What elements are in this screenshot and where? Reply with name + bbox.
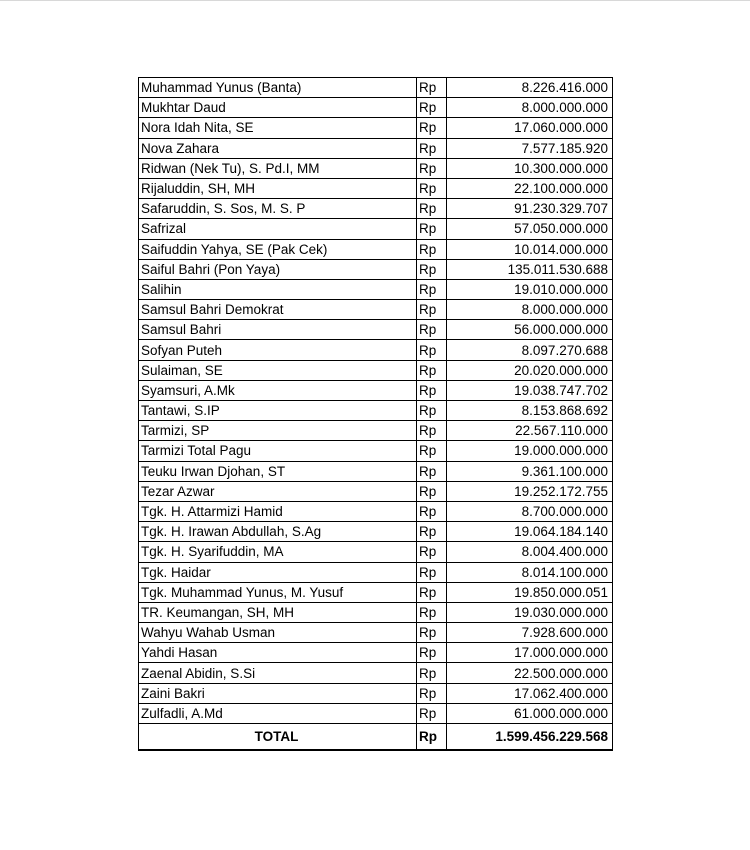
row-name: Zaini Bakri xyxy=(139,683,417,703)
row-name: Tgk. H. Irawan Abdullah, S.Ag xyxy=(139,522,417,542)
row-currency: Rp xyxy=(417,219,447,239)
table-row xyxy=(139,320,613,340)
table-row xyxy=(139,663,613,683)
budget-table xyxy=(138,77,613,751)
table-row xyxy=(139,158,613,178)
row-amount: 56.000.000.000 xyxy=(447,320,613,340)
table-row xyxy=(139,300,613,320)
row-currency: Rp xyxy=(417,663,447,683)
row-amount: 8.000.000.000 xyxy=(447,98,613,118)
table-row xyxy=(139,461,613,481)
row-name: Tantawi, S.IP xyxy=(139,401,417,421)
row-amount: 22.100.000.000 xyxy=(447,178,613,198)
table-row xyxy=(139,380,613,400)
row-name: Syamsuri, A.Mk xyxy=(139,380,417,400)
row-amount: 20.020.000.000 xyxy=(447,360,613,380)
row-amount: 22.500.000.000 xyxy=(447,663,613,683)
table-row xyxy=(139,703,613,723)
total-row xyxy=(139,724,613,751)
table-row xyxy=(139,602,613,622)
row-name: Muhammad Yunus (Banta) xyxy=(139,78,417,98)
table-row xyxy=(139,239,613,259)
row-name: Tarmizi Total Pagu xyxy=(139,441,417,461)
table-row xyxy=(139,582,613,602)
row-name: Samsul Bahri xyxy=(139,320,417,340)
row-name: Nova Zahara xyxy=(139,138,417,158)
row-name: Saifuddin Yahya, SE (Pak Cek) xyxy=(139,239,417,259)
table-row xyxy=(139,542,613,562)
row-currency: Rp xyxy=(417,118,447,138)
table-row xyxy=(139,78,613,98)
row-currency: Rp xyxy=(417,340,447,360)
row-name: Teuku Irwan Djohan, ST xyxy=(139,461,417,481)
table-row xyxy=(139,199,613,219)
row-currency: Rp xyxy=(417,279,447,299)
row-currency: Rp xyxy=(417,683,447,703)
row-amount: 8.004.400.000 xyxy=(447,542,613,562)
row-amount: 8.700.000.000 xyxy=(447,501,613,521)
row-name: Sulaiman, SE xyxy=(139,360,417,380)
row-currency: Rp xyxy=(417,78,447,98)
table-row xyxy=(139,98,613,118)
row-name: Samsul Bahri Demokrat xyxy=(139,300,417,320)
table-row xyxy=(139,340,613,360)
row-currency: Rp xyxy=(417,239,447,259)
row-currency: Rp xyxy=(417,178,447,198)
row-name: Nora Idah Nita, SE xyxy=(139,118,417,138)
row-amount: 19.010.000.000 xyxy=(447,279,613,299)
table-row xyxy=(139,441,613,461)
row-amount: 8.014.100.000 xyxy=(447,562,613,582)
table-row xyxy=(139,219,613,239)
row-amount: 17.060.000.000 xyxy=(447,118,613,138)
row-amount: 8.000.000.000 xyxy=(447,300,613,320)
row-name: Yahdi Hasan xyxy=(139,643,417,663)
row-amount: 19.850.000.051 xyxy=(447,582,613,602)
row-name: Tgk. Haidar xyxy=(139,562,417,582)
row-amount: 17.000.000.000 xyxy=(447,643,613,663)
row-currency: Rp xyxy=(417,522,447,542)
row-amount: 19.000.000.000 xyxy=(447,441,613,461)
total-currency: Rp xyxy=(417,724,447,751)
row-amount: 8.226.416.000 xyxy=(447,78,613,98)
table-row xyxy=(139,421,613,441)
row-currency: Rp xyxy=(417,623,447,643)
row-name: Safaruddin, S. Sos, M. S. P xyxy=(139,199,417,219)
table-row xyxy=(139,501,613,521)
row-amount: 17.062.400.000 xyxy=(447,683,613,703)
row-amount: 22.567.110.000 xyxy=(447,421,613,441)
row-currency: Rp xyxy=(417,360,447,380)
row-amount: 19.038.747.702 xyxy=(447,380,613,400)
row-name: TR. Keumangan, SH, MH xyxy=(139,602,417,622)
row-amount: 19.252.172.755 xyxy=(447,481,613,501)
total-label: TOTAL xyxy=(139,724,417,751)
table-row xyxy=(139,138,613,158)
row-name: Safrizal xyxy=(139,219,417,239)
row-currency: Rp xyxy=(417,643,447,663)
row-currency: Rp xyxy=(417,441,447,461)
row-currency: Rp xyxy=(417,320,447,340)
row-amount: 7.577.185.920 xyxy=(447,138,613,158)
table-row xyxy=(139,178,613,198)
row-name: Tezar Azwar xyxy=(139,481,417,501)
row-amount: 8.097.270.688 xyxy=(447,340,613,360)
row-name: Saiful Bahri (Pon Yaya) xyxy=(139,259,417,279)
table-row xyxy=(139,481,613,501)
row-name: Ridwan (Nek Tu), S. Pd.I, MM xyxy=(139,158,417,178)
row-amount: 7.928.600.000 xyxy=(447,623,613,643)
budget-table-body xyxy=(139,78,613,724)
row-currency: Rp xyxy=(417,542,447,562)
row-currency: Rp xyxy=(417,158,447,178)
page-top-edge xyxy=(0,0,750,1)
row-amount: 19.030.000.000 xyxy=(447,602,613,622)
row-currency: Rp xyxy=(417,401,447,421)
row-name: Tarmizi, SP xyxy=(139,421,417,441)
row-name: Mukhtar Daud xyxy=(139,98,417,118)
row-name: Zulfadli, A.Md xyxy=(139,703,417,723)
table-row xyxy=(139,522,613,542)
row-currency: Rp xyxy=(417,380,447,400)
table-row xyxy=(139,259,613,279)
row-name: Tgk. H. Attarmizi Hamid xyxy=(139,501,417,521)
row-currency: Rp xyxy=(417,501,447,521)
row-amount: 19.064.184.140 xyxy=(447,522,613,542)
row-amount: 135.011.530.688 xyxy=(447,259,613,279)
table-row xyxy=(139,562,613,582)
row-amount: 8.153.868.692 xyxy=(447,401,613,421)
row-name: Tgk. H. Syarifuddin, MA xyxy=(139,542,417,562)
table-row xyxy=(139,683,613,703)
total-amount: 1.599.456.229.568 xyxy=(447,724,613,751)
row-currency: Rp xyxy=(417,461,447,481)
row-amount: 9.361.100.000 xyxy=(447,461,613,481)
row-currency: Rp xyxy=(417,199,447,219)
row-amount: 57.050.000.000 xyxy=(447,219,613,239)
table-row xyxy=(139,623,613,643)
table-row xyxy=(139,118,613,138)
row-currency: Rp xyxy=(417,602,447,622)
row-name: Tgk. Muhammad Yunus, M. Yusuf xyxy=(139,582,417,602)
table-row xyxy=(139,643,613,663)
row-currency: Rp xyxy=(417,138,447,158)
row-name: Sofyan Puteh xyxy=(139,340,417,360)
row-currency: Rp xyxy=(417,300,447,320)
row-currency: Rp xyxy=(417,481,447,501)
row-amount: 10.300.000.000 xyxy=(447,158,613,178)
row-name: Wahyu Wahab Usman xyxy=(139,623,417,643)
row-name: Rijaluddin, SH, MH xyxy=(139,178,417,198)
table-row xyxy=(139,401,613,421)
table-row xyxy=(139,279,613,299)
row-currency: Rp xyxy=(417,421,447,441)
row-name: Salihin xyxy=(139,279,417,299)
row-currency: Rp xyxy=(417,259,447,279)
row-amount: 10.014.000.000 xyxy=(447,239,613,259)
row-currency: Rp xyxy=(417,562,447,582)
row-name: Zaenal Abidin, S.Si xyxy=(139,663,417,683)
row-amount: 91.230.329.707 xyxy=(447,199,613,219)
row-currency: Rp xyxy=(417,703,447,723)
table-row xyxy=(139,360,613,380)
row-currency: Rp xyxy=(417,98,447,118)
row-amount: 61.000.000.000 xyxy=(447,703,613,723)
row-currency: Rp xyxy=(417,582,447,602)
